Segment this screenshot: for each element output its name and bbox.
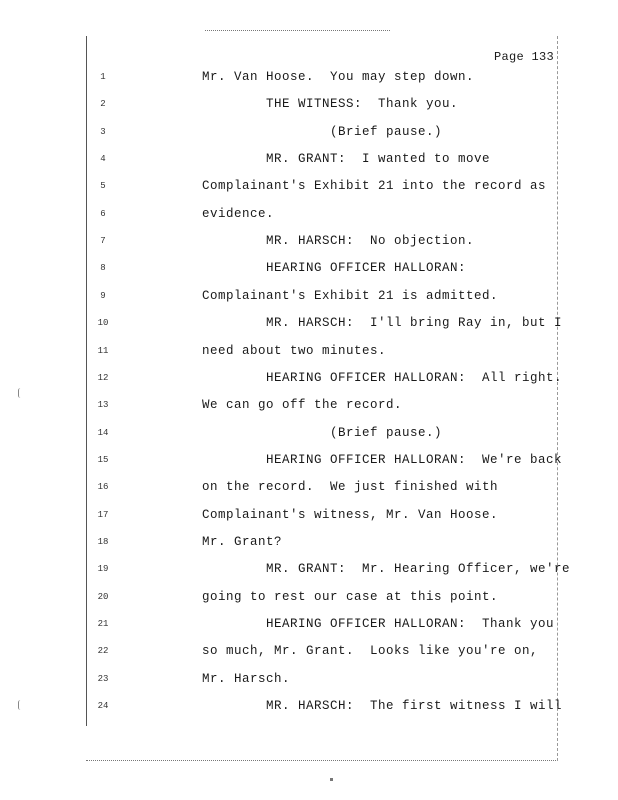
- line-number: 19: [97, 564, 109, 574]
- transcript-line: evidence.: [202, 207, 275, 221]
- transcript-line: THE WITNESS: Thank you.: [202, 97, 459, 111]
- transcript-line: Mr. Grant?: [202, 535, 283, 549]
- transcript-line: Complainant's Exhibit 21 is admitted.: [202, 289, 499, 303]
- transcript-line: Mr. Van Hoose. You may step down.: [202, 70, 475, 84]
- transcript-line: MR. HARSCH: The first witness I will: [202, 699, 563, 713]
- line-number: 13: [97, 400, 109, 410]
- line-number: 3: [100, 127, 106, 137]
- line-number: 4: [100, 154, 106, 164]
- transcript-line: going to rest our case at this point.: [202, 590, 499, 604]
- transcript-line: (Brief pause.): [202, 426, 443, 440]
- line-number: 22: [97, 646, 109, 656]
- transcript-line: HEARING OFFICER HALLORAN: Thank you: [202, 617, 555, 631]
- transcript-line: MR. HARSCH: I'll bring Ray in, but I: [202, 316, 563, 330]
- left-margin-rule: [86, 36, 87, 726]
- line-number: 20: [97, 592, 109, 602]
- line-number: 18: [97, 537, 109, 547]
- transcript-line: MR. GRANT: Mr. Hearing Officer, we're: [202, 562, 571, 576]
- transcript-line: (Brief pause.): [202, 125, 443, 139]
- line-number: 9: [100, 291, 106, 301]
- line-number: 5: [100, 181, 106, 191]
- line-number: 16: [97, 482, 109, 492]
- transcript-line: Complainant's witness, Mr. Van Hoose.: [202, 508, 499, 522]
- transcript-line: Mr. Harsch.: [202, 672, 291, 686]
- line-number: 8: [100, 263, 106, 273]
- line-number: 10: [97, 318, 109, 328]
- transcript-line: on the record. We just finished with: [202, 480, 499, 494]
- left-margin-mark: [18, 388, 23, 398]
- transcript-line: need about two minutes.: [202, 344, 387, 358]
- line-number: 6: [100, 209, 106, 219]
- bottom-dot-artifact: [330, 778, 333, 781]
- bottom-scan-artifact: [86, 760, 556, 761]
- line-number: 12: [97, 373, 109, 383]
- transcript-line: so much, Mr. Grant. Looks like you're on,: [202, 644, 539, 658]
- line-number: 21: [97, 619, 109, 629]
- transcript-line: Complainant's Exhibit 21 into the record as: [202, 179, 547, 193]
- line-number: 11: [97, 346, 109, 356]
- line-number: 24: [97, 701, 109, 711]
- header-scan-artifact: [205, 30, 390, 35]
- transcript-line: HEARING OFFICER HALLORAN: We're back: [202, 453, 563, 467]
- transcript-line: HEARING OFFICER HALLORAN:: [202, 261, 467, 275]
- line-number: 17: [97, 510, 109, 520]
- transcript-line: HEARING OFFICER HALLORAN: All right.: [202, 371, 563, 385]
- right-margin-rule: [557, 36, 558, 761]
- transcript-line: MR. HARSCH: No objection.: [202, 234, 475, 248]
- line-number: 14: [97, 428, 109, 438]
- line-number: 7: [100, 236, 106, 246]
- line-number: 15: [97, 455, 109, 465]
- page-number: Page 133: [494, 50, 555, 64]
- line-number: 1: [100, 72, 106, 82]
- line-number: 23: [97, 674, 109, 684]
- left-margin-mark: [18, 700, 23, 710]
- transcript-line: MR. GRANT: I wanted to move: [202, 152, 491, 166]
- line-number: 2: [100, 99, 106, 109]
- transcript-line: We can go off the record.: [202, 398, 403, 412]
